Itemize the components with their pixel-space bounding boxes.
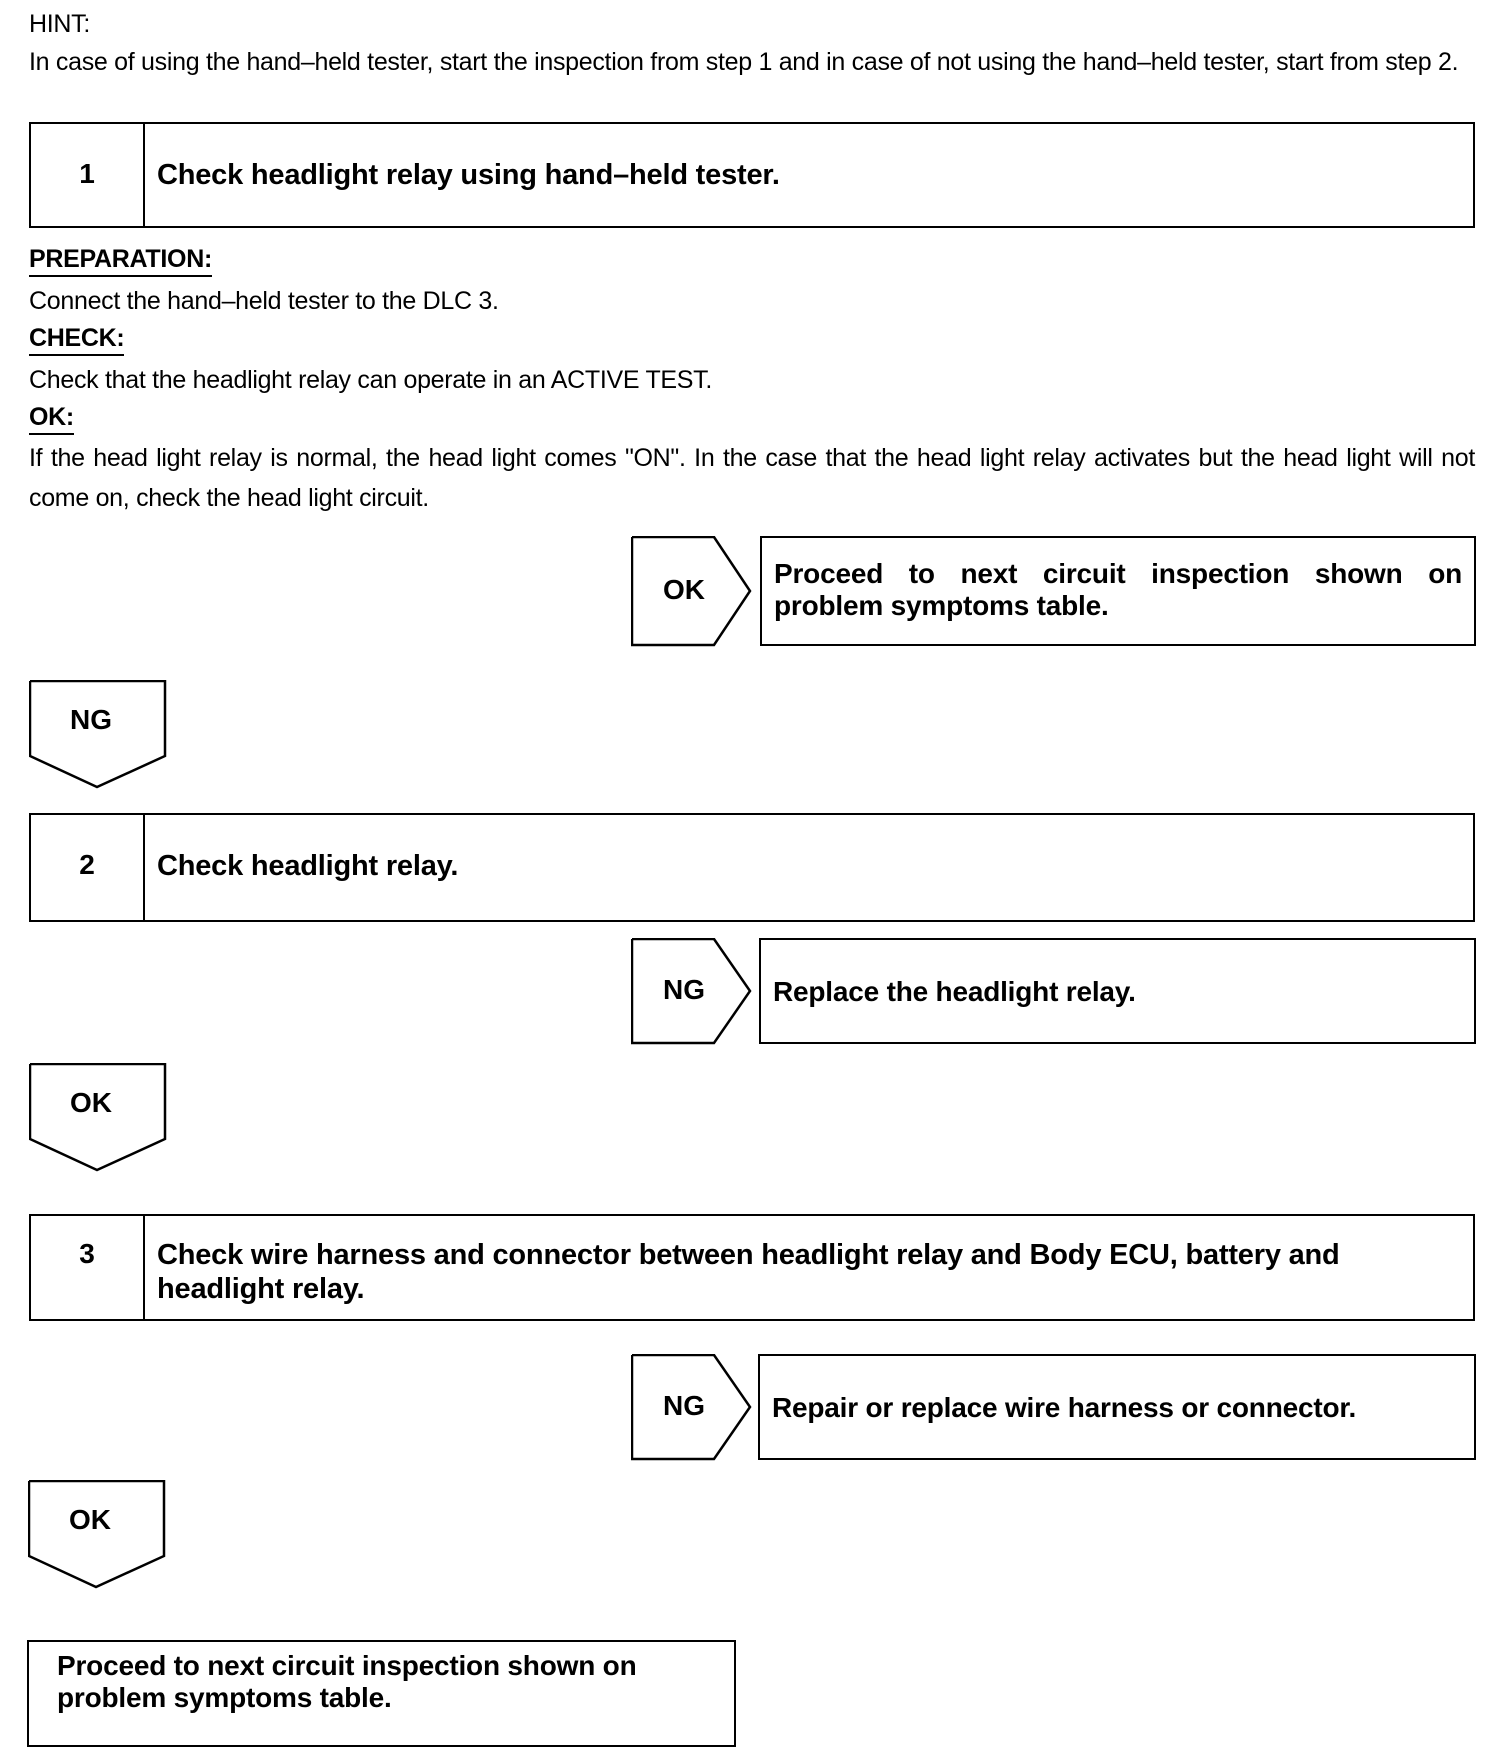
final-result: Proceed to next circuit inspection shown on problem symptoms table. [27, 1640, 736, 1747]
continue-label: OK [69, 1504, 111, 1535]
branch-label: OK [663, 574, 705, 605]
ok-text: If the head light relay is normal, the head light comes "ON". In the case that the head light relay activates but the head light will not come on, check the head light circuit. [29, 444, 1475, 512]
branch-label: NG [663, 974, 705, 1005]
branch-label: NG [663, 1390, 705, 1421]
step-1-header [29, 122, 1475, 228]
ng-branch-arrow [631, 1354, 753, 1460]
step-title: Check headlight relay. [157, 850, 459, 882]
check-label-wrap [29, 323, 124, 356]
ok-continue-arrow [29, 1063, 167, 1171]
check-text: Check that the headlight relay can operate in an ACTIVE TEST. [29, 366, 713, 394]
continue-label: NG [70, 704, 112, 735]
ok-continue-arrow [28, 1480, 166, 1588]
branch-result: Replace the headlight relay. [759, 938, 1476, 1044]
step-number: 3 [31, 1216, 145, 1319]
hint-text: In case of using the hand–held tester, start the inspection from step 1 and in case of not using the hand–held tester, start from step 2. [29, 48, 1459, 76]
hint-label: HINT: [29, 10, 91, 38]
ok-label-wrap [29, 402, 74, 435]
ok-label: OK: [29, 402, 74, 435]
ng-continue-arrow [29, 680, 167, 788]
branch-result: Repair or replace wire harness or connector. [758, 1354, 1476, 1460]
preparation-label: PREPARATION: [29, 244, 212, 277]
branch-result: Proceed to next circuit inspection shown on problem symptoms table. [760, 536, 1476, 646]
step-title: Check headlight relay using hand–held tester. [157, 159, 780, 191]
step-number: 2 [31, 815, 145, 920]
preparation-label-wrap [29, 244, 212, 277]
ok-branch-arrow [631, 536, 753, 646]
step-3-header [29, 1214, 1475, 1321]
step-title: Check wire harness and connector between headlight relay and Body ECU, battery and headlight relay. [157, 1239, 1340, 1305]
step-number: 1 [31, 124, 145, 226]
check-label: CHECK: [29, 323, 124, 356]
continue-label: OK [70, 1087, 112, 1118]
step-2-header [29, 813, 1475, 922]
preparation-text: Connect the hand–held tester to the DLC 3. [29, 287, 499, 315]
ng-branch-arrow [631, 938, 753, 1044]
